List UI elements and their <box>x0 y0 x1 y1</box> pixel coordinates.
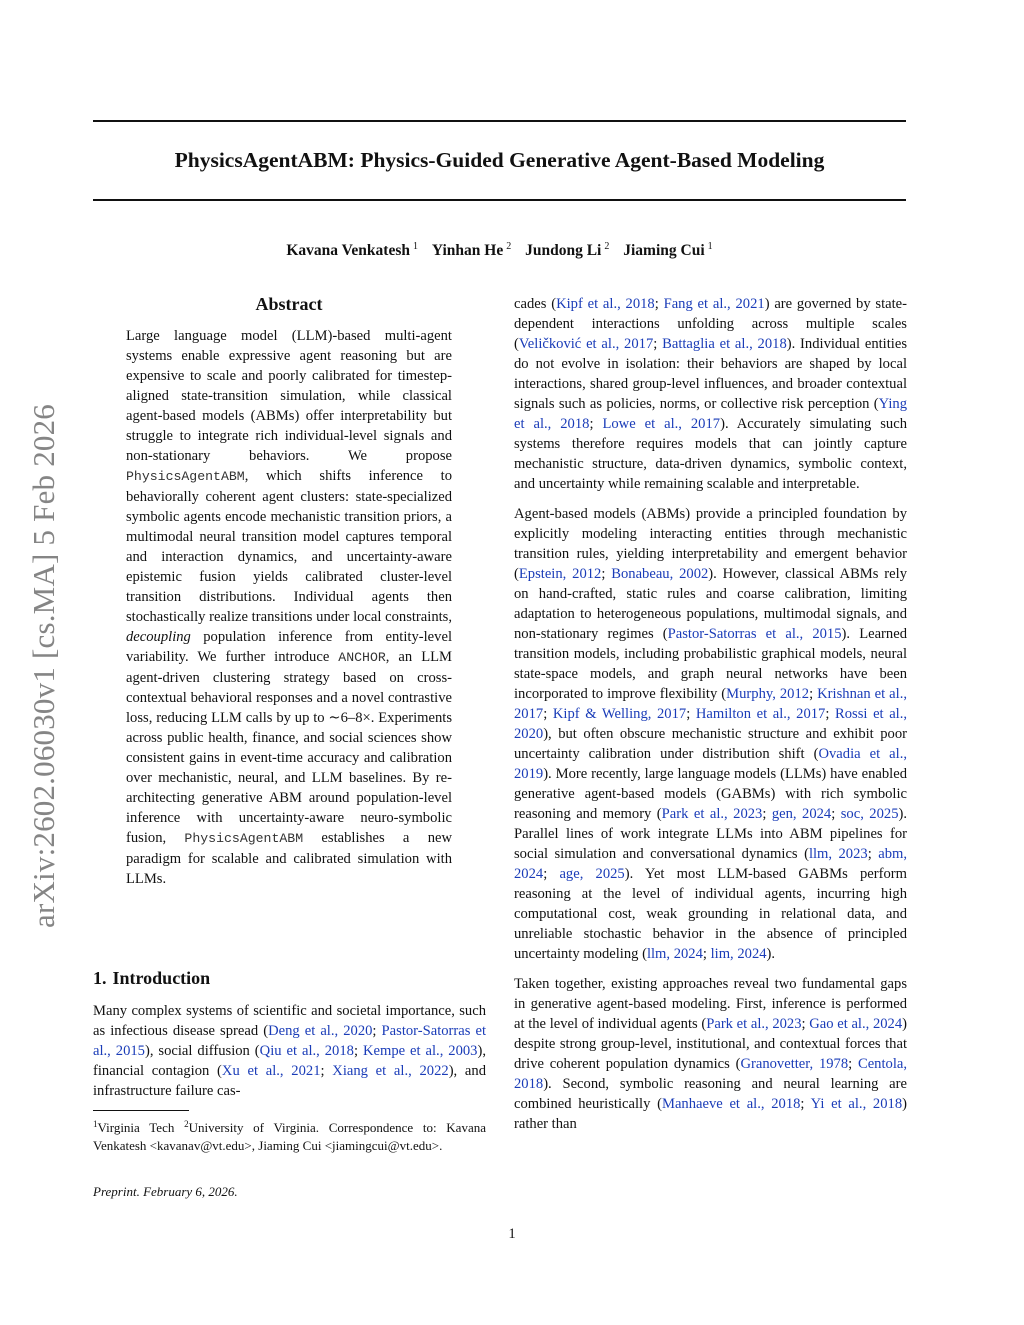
text-run: ). Parallel lines of work integrate LLMs into ABM pipelines for social simulation and conversational dynamics ( <box>514 806 908 862</box>
text-run: ). However, classical ABMs rely on hand-crafted, static rules and coarse calibration, limiting adaptation to heterogeneous populations, multimodal signals, and non-stationary regimes ( <box>514 566 907 642</box>
text-run: ; <box>702 946 711 962</box>
text-run: ; <box>543 706 553 722</box>
citation-link[interactable]: Ovadia et al., 2019 <box>514 746 907 782</box>
text-run: ). More recently, large language models (LLMs) have enabled generative agent-based models (GABMs) with rich symbolic reasoning and memory ( <box>514 766 907 822</box>
author-name: Yinhan He <box>431 242 504 259</box>
citation-link[interactable]: Manhaeve et al., 2018 <box>661 1096 801 1112</box>
section-number: 1. <box>93 968 107 988</box>
citation-link[interactable]: Qiu et al., 2018 <box>259 1043 354 1059</box>
intro-paragraph-3 <box>514 974 907 1134</box>
text-run: Taken together, existing approaches reveal two fundamental gaps in generative agent-based modeling. First, inference is performed at the level of individual agents ( <box>514 976 907 1032</box>
citation-link[interactable]: Gao et al., 2024 <box>809 1016 903 1032</box>
footnote-rule <box>93 1110 189 1111</box>
citation-link[interactable]: Rossi et al., 2020 <box>514 706 908 742</box>
text-run: ). Second, symbolic reasoning and neural learning are combined heuristically ( <box>514 1076 907 1112</box>
author-affiliation-mark: 2 <box>506 241 512 252</box>
citation-link[interactable]: Bonabeau, 2002 <box>611 566 709 582</box>
citation-link[interactable]: Granovetter, 1978 <box>740 1056 849 1072</box>
text-run: ), financial contagion ( <box>93 1043 486 1079</box>
citation-link[interactable]: age, 2025 <box>559 866 625 882</box>
citation-link[interactable]: gen, 2024 <box>771 806 832 822</box>
preprint-notice: Preprint. February 6, 2026. <box>93 1184 238 1199</box>
author <box>623 242 712 259</box>
affiliation-1: Virginia Tech <box>97 1120 185 1135</box>
citation-link[interactable]: Krishnan et al., 2017 <box>514 686 908 722</box>
citation-link[interactable]: Ying et al., 2018 <box>514 396 907 432</box>
page-number: 1 <box>508 1226 516 1242</box>
citation-link[interactable]: Fang et al., 2021 <box>663 296 765 312</box>
text-run: , which shifts inference to behaviorally coherent agent clusters: state-specialized symbolic agents encode mechanistic transition priors, a multimodal neural transition model captures temporal and interaction dynamics, and uncertainty-aware epistemic fusion yields calibrated cluster-level transition distributions. Individual agents then stochastically realize transitions under local constraints, <box>126 468 452 625</box>
affiliation-footnote <box>93 1115 486 1155</box>
paper-title: PhysicsAgentABM: Physics-Guided Generative Agent-Based Modeling <box>174 148 825 172</box>
author-affiliation-mark: 2 <box>604 241 610 252</box>
citation-link[interactable]: Xiang et al., 2022 <box>332 1063 449 1079</box>
author-name: Jiaming Cui <box>623 242 705 259</box>
code-term: PhysicsAgentABM <box>126 469 245 484</box>
text-run: ) are governed by state-dependent interactions unfolding across multiple scales ( <box>514 296 908 352</box>
text-run: ; <box>601 566 612 582</box>
citation-link[interactable]: llm, 2024 <box>646 946 703 962</box>
text-run: ) rather than <box>514 1096 907 1132</box>
author <box>525 242 609 259</box>
author-affiliation-mark: 1 <box>707 241 713 252</box>
author <box>286 242 418 259</box>
code-term: PhysicsAgentABM <box>184 831 304 846</box>
citation-link[interactable]: llm, 2023 <box>808 846 868 862</box>
text-run: ; <box>686 706 696 722</box>
citation-link[interactable]: Lowe et al., 2017 <box>602 416 721 432</box>
text-run: ; <box>589 416 603 432</box>
footnote-mark: 1 <box>93 1119 98 1129</box>
text-run: ; <box>653 336 663 352</box>
citation-link[interactable]: Hamilton et al., 2017 <box>695 706 826 722</box>
text-run: population inference from entity-level variability. We further introduce <box>126 629 452 665</box>
intro-paragraph-1-continued <box>514 294 907 494</box>
arxiv-identifier: arXiv:2602.06030v1 [cs.MA] 5 Feb 2026 <box>26 403 61 929</box>
citation-link[interactable]: Centola, 2018 <box>514 1056 908 1092</box>
citation-link[interactable]: abm, 2024 <box>514 846 908 882</box>
text-run: ; <box>801 1016 810 1032</box>
text-run: ; <box>543 866 560 882</box>
emphasized-text: decoupling <box>126 629 191 645</box>
text-run: ; <box>654 296 664 312</box>
text-run: ; <box>825 706 836 722</box>
text-run: cades ( <box>514 296 557 312</box>
text-run: Many complex systems of scientific and societal importance, such as infectious disease spread ( <box>93 1003 486 1039</box>
author <box>432 242 511 259</box>
title-rule-top <box>93 120 906 122</box>
section-title: Introduction <box>112 968 211 988</box>
abstract-body <box>126 326 452 889</box>
footnote-mark: 2 <box>184 1119 189 1129</box>
text-run: ; <box>848 1056 858 1072</box>
citation-link[interactable]: Pastor-Satorras et al., 2015 <box>93 1023 487 1059</box>
text-run: ). Yet most LLM-based GABMs perform reasoning at the level of individual agents, incurring high computational cost, weak grounding in relational data, and unreliable stochastic behavior in the absence of principled uncertainty modeling ( <box>514 866 907 962</box>
arxiv-watermark-container <box>22 378 66 954</box>
affiliation-2-and-correspondence: University of Virginia. Correspondence to: Kavana Venkatesh <kavanav@vt.edu>, Jiaming Cui <jiamingcui@vt.edu>. <box>93 1120 486 1153</box>
author-list <box>93 236 906 262</box>
text-run: ). Learned transition models, including probabilistic graphical models, neural state-space models, and graph neural networks have been incorporated to improve flexibility ( <box>514 626 907 702</box>
text-run: ), but often obscure mechanistic structure and exhibit poor uncertainty calibration under distribution shift ( <box>514 726 907 762</box>
intro-paragraph-1 <box>93 1001 486 1101</box>
text-run: ; <box>831 806 841 822</box>
author-name: Jundong Li <box>525 242 602 259</box>
text-run: ; <box>320 1063 333 1079</box>
text-run: Large language model (LLM)-based multi-agent systems enable expressive agent reasoning but are expensive to scale and poorly calibrated for timestep-aligned state-transition simulation, while classical agent-based models (ABMs) offer interpretability but struggle to integrate rich individual-level signals and non-stationary behaviors. We propose <box>126 328 452 464</box>
citation-link[interactable]: Pastor-Satorras et al., 2015 <box>667 626 842 642</box>
text-run: establishes a new paradigm for scalable and calibrated simulation with LLMs. <box>126 830 453 887</box>
citation-link[interactable]: Yi et al., 2018 <box>810 1096 903 1112</box>
text-run: , an LLM agent-driven clustering strategy based on cross-contextual behavioral responses and a novel contrastive loss, reducing LLM calls by up to ∼6–8×. Experiments across public health, finance, and social sciences show consistent gains in event-time accuracy and calibration over mechanistic, neural, and LLM baselines. By re-architecting generative ABM around population-level inference with uncertainty-aware neuro-symbolic fusion, <box>126 649 452 846</box>
citation-link[interactable]: Murphy, 2012 <box>726 686 810 702</box>
citation-link[interactable]: Deng et al., 2020 <box>268 1023 373 1039</box>
citation-link[interactable]: lim, 2024 <box>710 946 767 962</box>
citation-link[interactable]: Kipf & Welling, 2017 <box>552 706 687 722</box>
citation-link[interactable]: Park et al., 2023 <box>706 1016 802 1032</box>
text-run: ; <box>353 1043 363 1059</box>
citation-link[interactable]: Park et al., 2023 <box>661 806 763 822</box>
text-run: ). <box>766 946 776 962</box>
citation-link[interactable]: Battaglia et al., 2018 <box>662 336 787 352</box>
text-run: ; <box>800 1096 811 1112</box>
intro-paragraph-2 <box>514 504 907 964</box>
text-run: ), social diffusion ( <box>144 1043 260 1059</box>
text-run: ; <box>762 806 772 822</box>
text-run: ) despite strong group-level, institutional, and contextual forces that drive coherent population dynamics ( <box>514 1016 908 1072</box>
author-affiliation-mark: 1 <box>412 241 418 252</box>
abstract-heading: Abstract <box>255 294 323 314</box>
code-term: ANCHOR <box>338 650 386 665</box>
title-rule-bottom <box>93 199 906 201</box>
text-run: ; <box>809 686 818 702</box>
citation-link[interactable]: Veličković et al., 2017 <box>518 336 654 352</box>
citation-link[interactable]: soc, 2025 <box>840 806 899 822</box>
text-run: ). Individual entities do not evolve in isolation: their behaviors are shaped by local interactions, shared group-level influences, and broader contextual signals such as policies, norms, or collective risk perception ( <box>514 336 907 412</box>
right-column <box>514 294 907 1144</box>
text-run: Agent-based models (ABMs) provide a principled foundation by explicitly modeling interacting entities through mechanistic transition rules, yielding interpretability and emergent behavior ( <box>514 506 907 582</box>
citation-link[interactable]: Xu et al., 2021 <box>221 1063 321 1079</box>
text-run: ). Accurately simulating such systems therefore requires models that can jointly capture mechanistic structure, data-driven dynamics, symbolic context, and uncertainty while remaining scalable and interpretable. <box>514 416 907 492</box>
section-heading-introduction <box>93 966 486 990</box>
citation-link[interactable]: Kipf et al., 2018 <box>556 296 655 312</box>
citation-link[interactable]: Epstein, 2012 <box>518 566 602 582</box>
text-run: ; <box>867 846 879 862</box>
citation-link[interactable]: Kempe et al., 2003 <box>362 1043 478 1059</box>
text-run: ; <box>372 1023 382 1039</box>
author-name: Kavana Venkatesh <box>286 242 410 259</box>
text-run: ), and infrastructure failure cas- <box>93 1063 486 1099</box>
